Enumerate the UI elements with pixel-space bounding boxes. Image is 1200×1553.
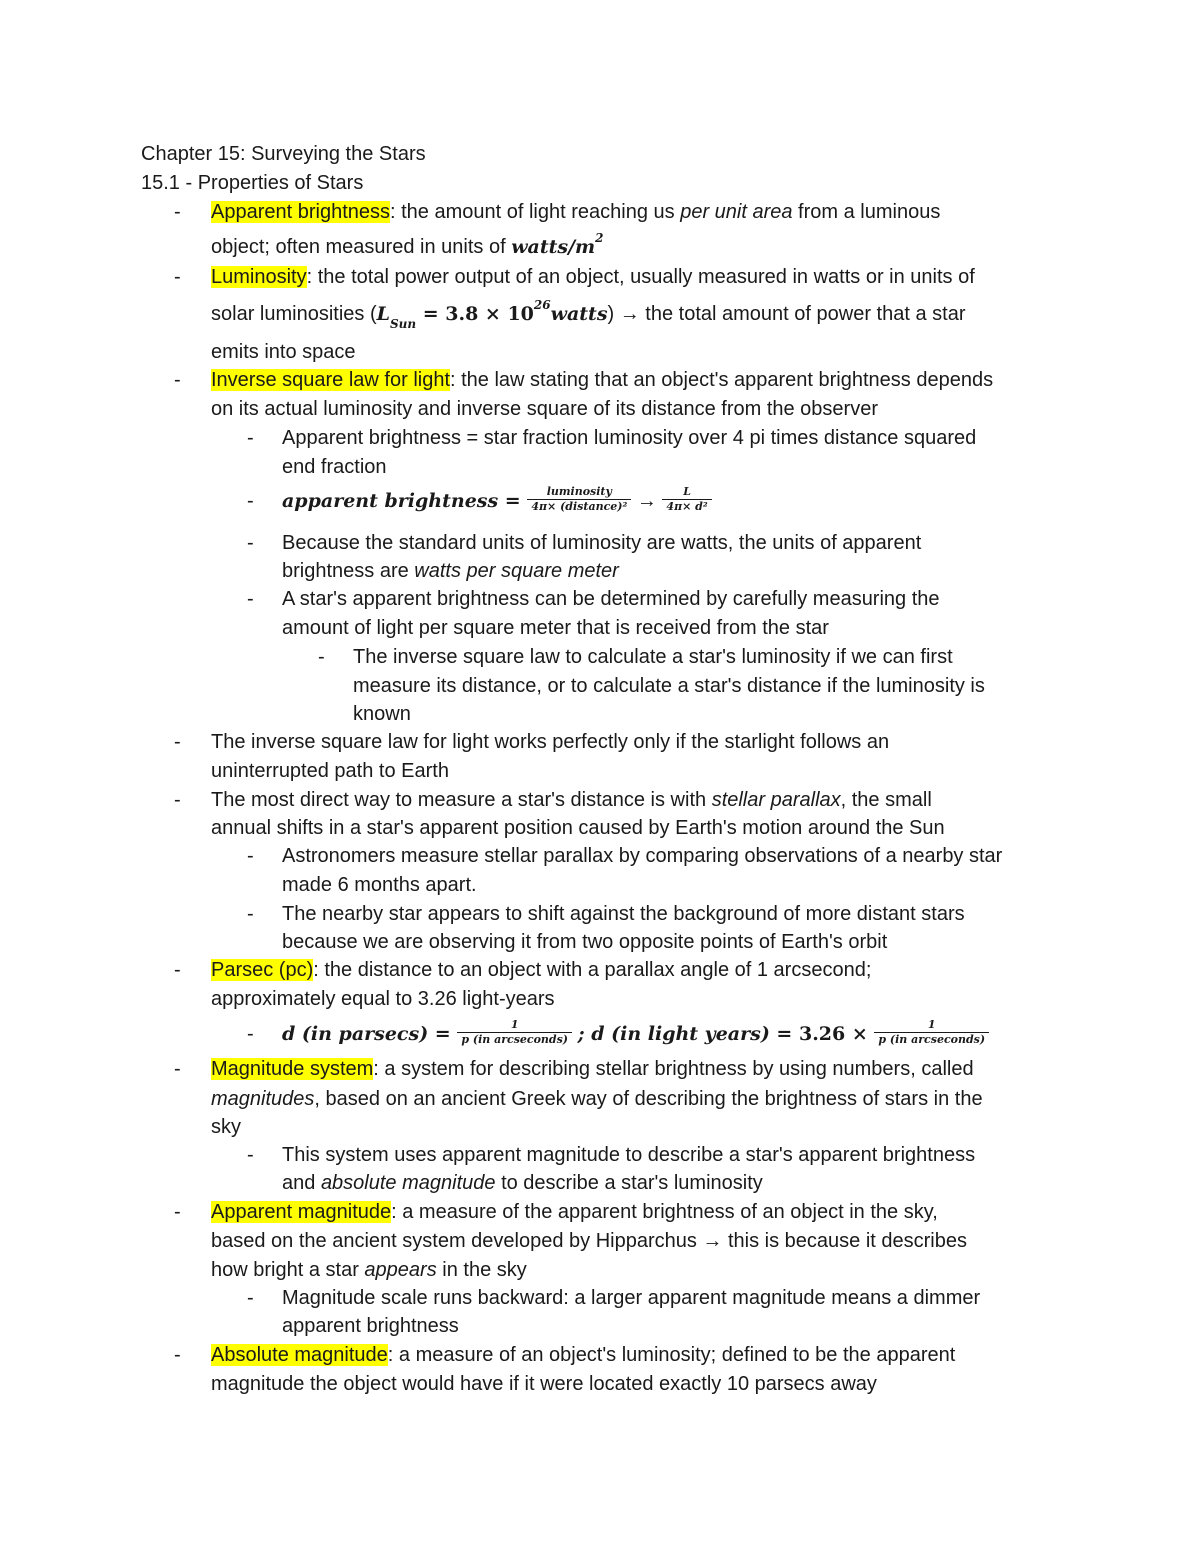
list-item: Inverse square law for light: the law stating that an object's apparent brightness depends [211, 369, 994, 391]
sub-item: Apparent brightness = star fraction luminosity over 4 pi times distance squared [282, 427, 977, 449]
term-inverse-square-law: Inverse square law for light [211, 369, 451, 391]
term-absolute-magnitude: Absolute magnitude [211, 1344, 388, 1366]
sub-item: The nearby star appears to shift against the background of more distant stars [282, 903, 965, 925]
sub-item-continued: end fraction [282, 456, 387, 478]
sub-item-continued: apparent brightness [282, 1315, 459, 1337]
list-item: Apparent brightness: the amount of light reaching us per unit area from a luminous [211, 201, 941, 223]
list-item: Apparent magnitude: a measure of the apparent brightness of an object in the sky, [211, 1201, 938, 1223]
list-item-continued: emits into space [211, 341, 356, 363]
math-unit: watts/m [511, 236, 596, 258]
list-item-continued: sky [211, 1116, 241, 1138]
bullet-dash: - [247, 1144, 254, 1166]
sub-item: Astronomers measure stellar parallax by comparing observations of a nearby star [282, 845, 1003, 867]
sub-item: Because the standard units of luminosity are watts, the units of apparent [282, 532, 922, 554]
section-heading: 15.1 - Properties of Stars [141, 172, 364, 194]
list-item: Parsec (pc): the distance to an object with a parallax angle of 1 arcsecond; [211, 959, 872, 981]
list-item-continued: annual shifts in a star's apparent position caused by Earth's motion around the Sun [211, 817, 945, 839]
fraction: $\frac{1}{\text{p (in arcseconds)}}$ [874, 1018, 989, 1047]
bullet-dash: - [247, 1023, 254, 1045]
bullet-dash: - [247, 1287, 254, 1309]
bullet-dash: - [174, 789, 181, 811]
sub-sub-item-continued: known [353, 703, 411, 725]
list-item: Magnitude system: a system for describing stellar brightness by using numbers, called [211, 1058, 974, 1080]
fraction: $\frac{1}{\text{p (in arcseconds)}}$ [457, 1018, 572, 1047]
formula-apparent-brightness: apparent brightness = $\frac{\text{luminosity}}{\text{4π× (distance)²}}$ → $\frac{L}{\text{4π× d²}}$ [282, 481, 712, 521]
list-item: The most direct way to measure a star's distance is with stellar parallax, the small [211, 789, 932, 811]
list-item: Luminosity: the total power output of an object, usually measured in watts or in units of [211, 266, 975, 288]
bullet-dash: - [174, 369, 181, 391]
list-item-continued: based on the ancient system developed by Hipparchus → this is because it describes [211, 1230, 967, 1252]
bullet-dash: - [247, 903, 254, 925]
list-item-continued: magnitudes, based on an ancient Greek way of describing the brightness of stars in the [211, 1088, 983, 1110]
sub-item: Magnitude scale runs backward: a larger apparent magnitude means a dimmer [282, 1287, 981, 1309]
sub-item-continued: and absolute magnitude to describe a star's luminosity [282, 1172, 763, 1194]
list-item-continued: solar luminosities ($L_{Sun} = 3.8$ × $10^{26}watts$) → the total amount of power that a star [211, 298, 966, 331]
list-item-continued: magnitude the object would have if it were located exactly 10 parsecs away [211, 1373, 877, 1395]
bullet-dash: - [174, 201, 181, 223]
bullet-dash: - [318, 646, 325, 668]
bullet-dash: - [247, 588, 254, 610]
term-apparent-brightness: Apparent brightness [211, 201, 391, 223]
sub-item-continued: brightness are watts per square meter [282, 560, 619, 582]
sub-item-continued: because we are observing it from two opposite points of Earth's orbit [282, 931, 888, 953]
term-magnitude-system: Magnitude system [211, 1058, 374, 1080]
chapter-title: Chapter 15: Surveying the Stars [141, 143, 426, 165]
bullet-dash: - [247, 427, 254, 449]
list-item-continued: uninterrupted path to Earth [211, 760, 449, 782]
bullet-dash: - [174, 959, 181, 981]
math-solar-luminosity: L [376, 303, 390, 325]
list-item-continued: object; often measured in units of watts/$m^2$ [211, 231, 604, 258]
sub-sub-item-continued: measure its distance, or to calculate a star's distance if the luminosity is [353, 675, 985, 697]
sub-sub-item: The inverse square law to calculate a star's luminosity if we can first [353, 646, 953, 668]
bullet-dash: - [174, 1201, 181, 1223]
sub-item: This system uses apparent magnitude to describe a star's apparent brightness [282, 1144, 976, 1166]
list-item: The inverse square law for light works perfectly only if the starlight follows an [211, 731, 890, 753]
term-luminosity: Luminosity [211, 266, 307, 288]
sub-item: A star's apparent brightness can be determined by carefully measuring the [282, 588, 940, 610]
list-item-continued: on its actual luminosity and inverse square of its distance from the observer [211, 398, 878, 420]
term-parsec: Parsec (pc) [211, 959, 314, 981]
bullet-dash: - [247, 532, 254, 554]
list-item-continued: how bright a star appears in the sky [211, 1259, 527, 1281]
list-item: Absolute magnitude: a measure of an object's luminosity; defined to be the apparent [211, 1344, 956, 1366]
sub-item-continued: made 6 months apart. [282, 874, 477, 896]
formula-parsec: d (in parsecs) = $\frac{1}{\text{p (in arcseconds)}}$ ; d (in light years) = 3.26 × $\frac{1}{\text{p (in arcseconds)}}$ [282, 1014, 989, 1054]
bullet-dash: - [174, 1344, 181, 1366]
sub-item-continued: amount of light per square meter that is received from the star [282, 617, 829, 639]
list-item-continued: approximately equal to 3.26 light-years [211, 988, 555, 1010]
bullet-dash: - [247, 490, 254, 512]
term-apparent-magnitude: Apparent magnitude [211, 1201, 392, 1223]
fraction: $\frac{\text{luminosity}}{\text{4π× (distance)²}}$ [527, 485, 631, 514]
bullet-dash: - [174, 731, 181, 753]
bullet-dash: - [247, 845, 254, 867]
bullet-dash: - [174, 1058, 181, 1080]
fraction: $\frac{L}{\text{4π× d²}}$ [662, 485, 711, 514]
bullet-dash: - [174, 266, 181, 288]
